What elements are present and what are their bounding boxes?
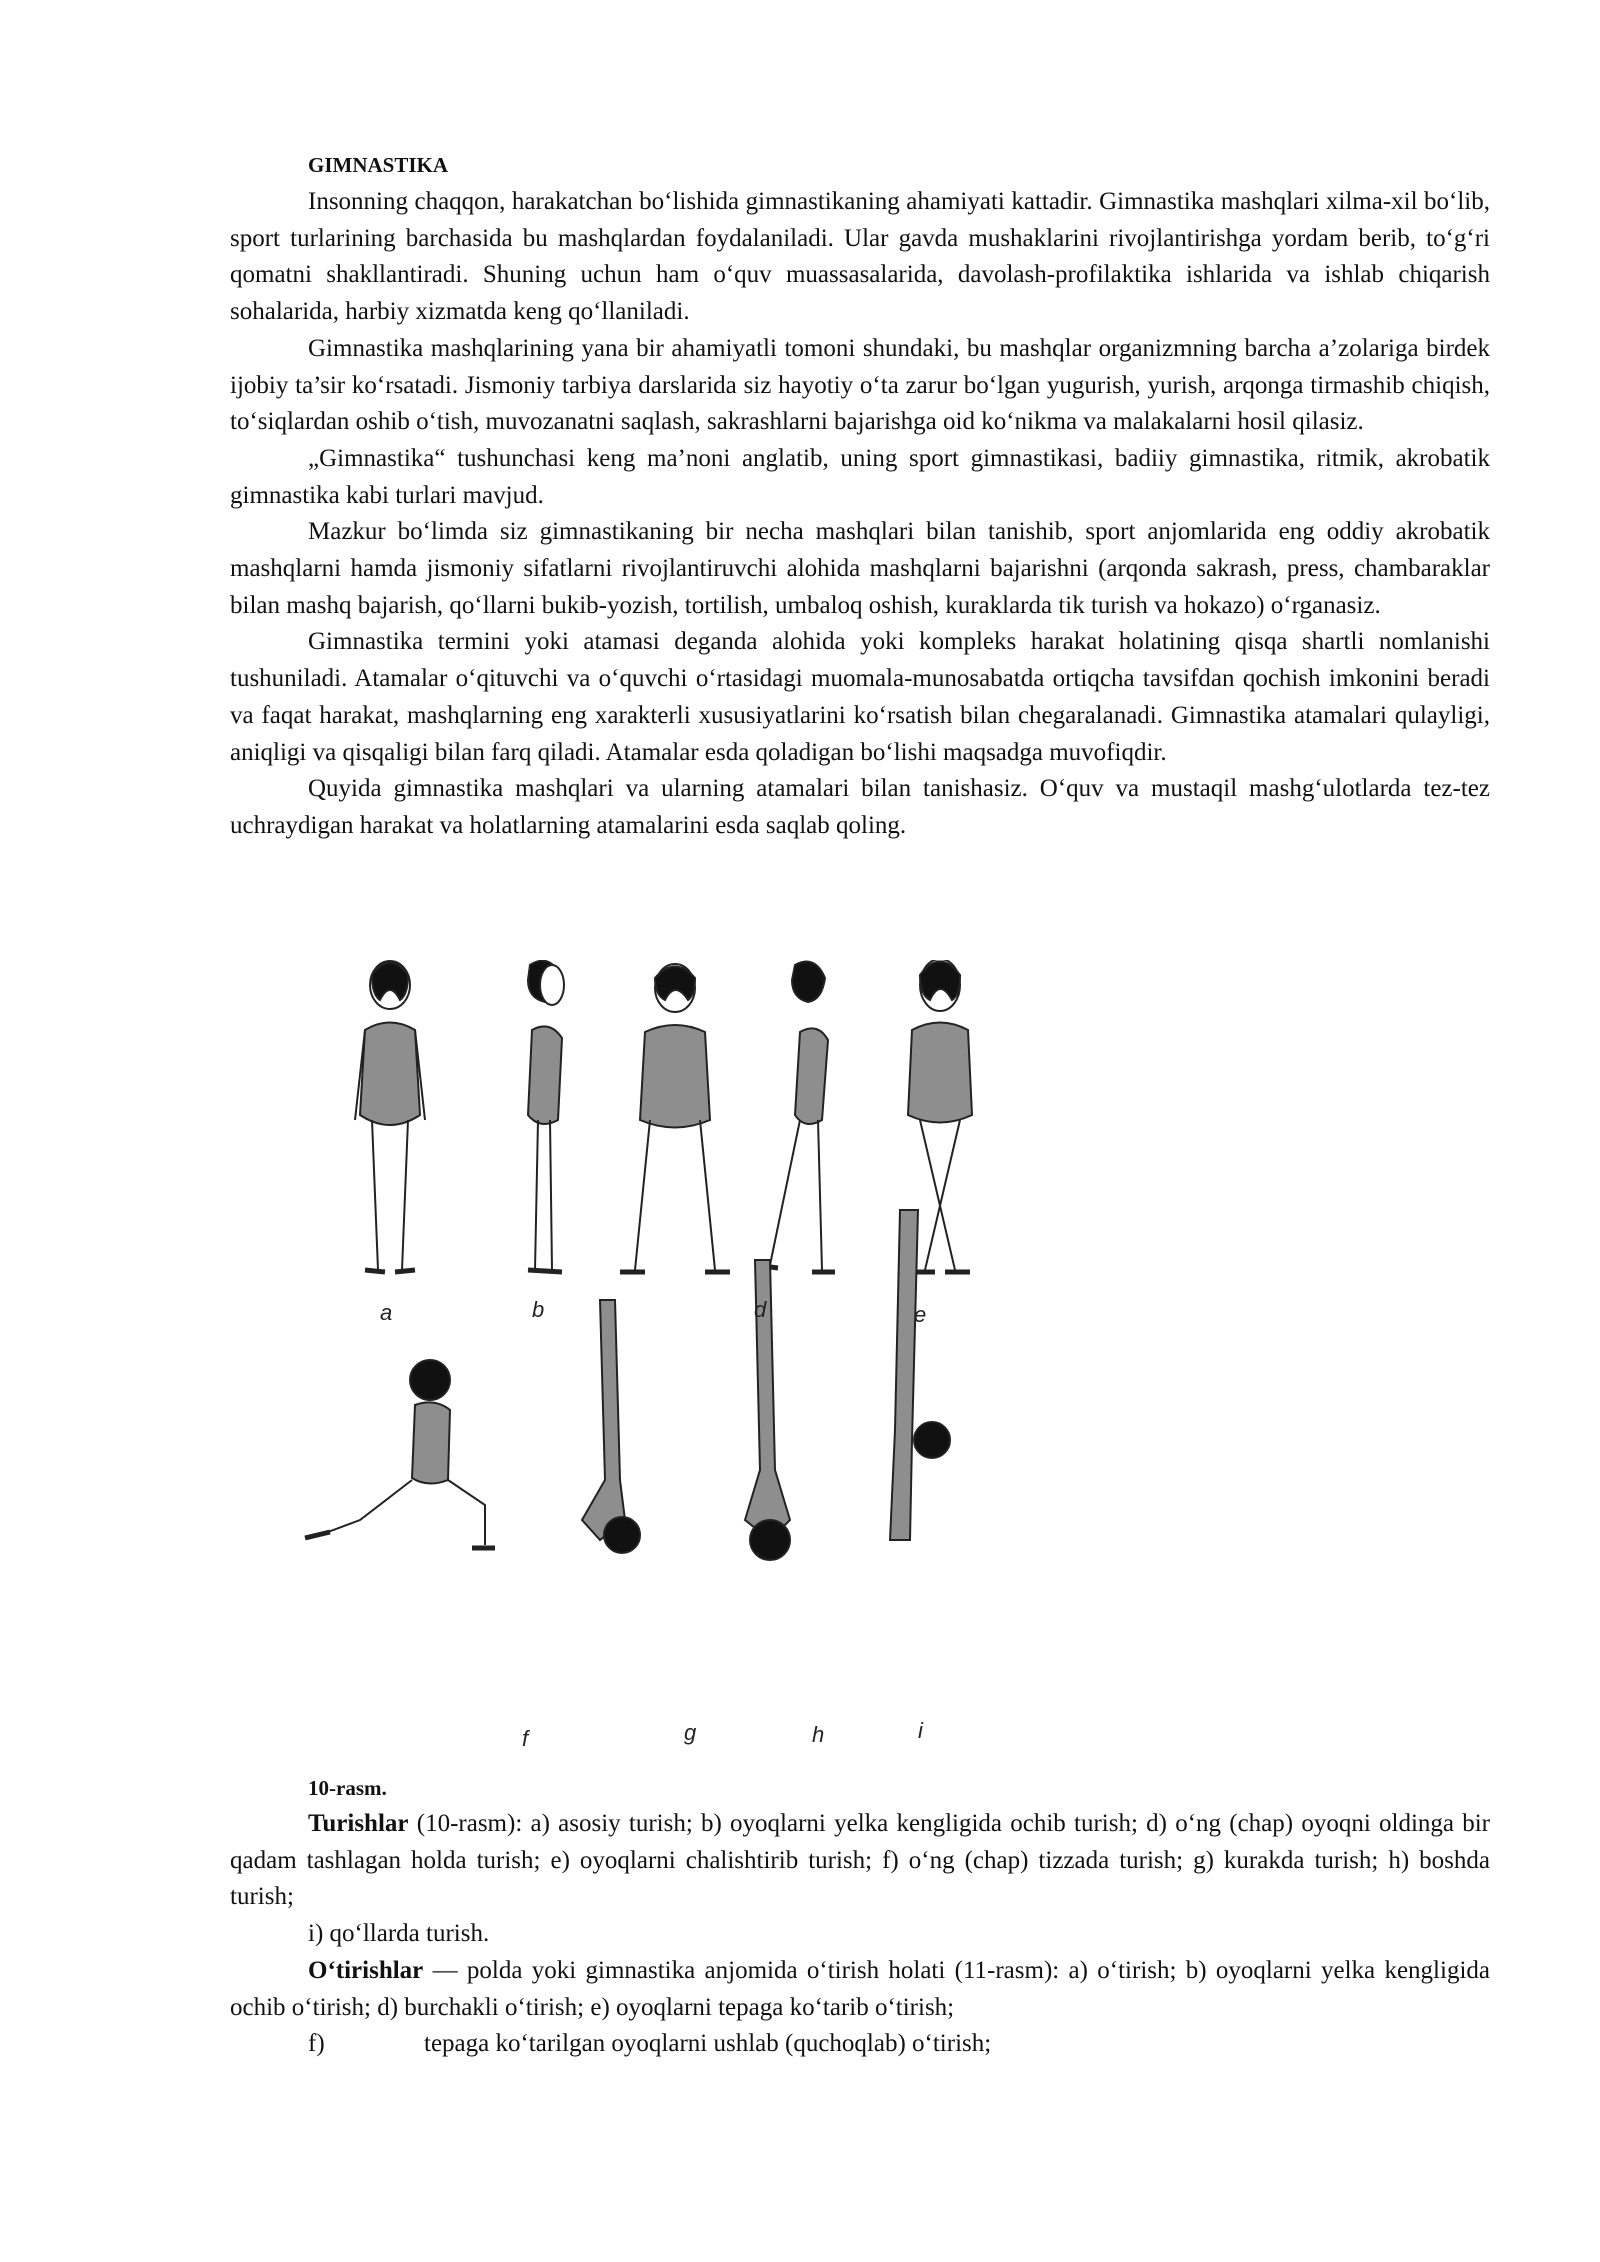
paragraph: Mazkur bo‘limda siz gimnastikaning bir necha mashqlari bilan tanishib, sport anjomlarida eng oddiy akrobatik mashqlarni hamda jismoniy sifatlarni rivojlantiruvchi alohida mashqlarni bajarishni (arqonda sakrash, press, chambaraklar bilan mashq bajarish, qo‘llarni bukib-yozish, tortilish, umbaloq oshish, kuraklarda tik turish va hokazo) o‘rganasiz. [230,518,1490,619]
figure-illustration [300,960,1060,1760]
figure-a [355,961,425,1272]
item-f-letter: f) [308,2030,325,2058]
paragraph: Gimnastika termini yoki atamasi deganda alohida yoki kompleks harakat holatining qisqa shartli nomlanishi tushuniladi. Atamalar o‘qituvchi va o‘quvchi o‘rtasidagi muomala-munosabatda ortiqcha tavsifdan qochish imkonini beradi va faqat harakat, mashqlarning eng xarakterli xususiyatlarini ko‘rsatish bilan chegaralanadi. Gimnastika atamalari qulayligi, aniqligi va qisqaligi bilan farq qiladi. Atamalar esda qoladigan bo‘lishi maqsadga muvofiqdir. [230,628,1490,766]
turishlar-paragraph [230,1806,1490,1916]
figure-b [528,961,564,1272]
paragraph: Quyida gimnastika mashqlari va ularning atamalari bilan tanishasiz. O‘quv va mustaqil mashg‘ulotlarda tez-tez uchraydigan harakat va holatlarning atamalarini esda saqlab qoling. [230,775,1490,839]
turishlar-text: (10-rasm): a) asosiy turish; b) oyoqlarni yelka kengligida ochib turish; d) o‘ng (chap) oyoqni oldinga bir qadam tashlagan holda turish; e) oyoqlarni chalishtirib turish; f) o‘ng (chap) tizzada turish; g) kurakda turish; h) boshda turish; [230,1810,1490,1911]
label-h: h [812,1722,825,1747]
figure-g [582,1300,640,1553]
label-a: a [380,1300,393,1325]
definitions [230,1806,1490,2063]
figure-i [890,1210,950,1540]
label-e: e [914,1302,927,1327]
paragraph: „Gimnastika“ tushunchasi keng ma’noni anglatib, uning sport gimnastikasi, badiiy gimnastika, ritmik, akrobatik gimnastika kabi turlari mavjud. [230,444,1490,509]
page-heading: GIMNASTIKA [308,153,449,177]
figure-d [620,964,730,1272]
figure-f [305,1360,495,1548]
turishlar-item-i: i) qo‘llarda turish. [308,1920,490,1948]
label-g: g [684,1720,697,1745]
item-f-text: tepaga ko‘tarilgan oyoqlarni ushlab (quchoqlab) o‘tirish; [424,2030,992,2058]
otirishlar-text: — polda yoki gimnastika anjomida o‘tirish holati (11-rasm): a) o‘tirish; b) oyoqlarni yelka kengligida ochib o‘tirish; d) burchakli o‘tirish; e) oyoqlarni tepaga ko‘tarib o‘tirish; [230,1956,1490,2021]
otirishlar-term: O‘tirishlar [308,1956,424,1984]
figure-h [745,1260,790,1560]
label-b: b [532,1297,545,1322]
figure-caption: 10-rasm. [308,1776,387,1800]
label-d: d [754,1297,767,1322]
turishlar-term: Turishlar [308,1810,409,1837]
label-f: f [522,1726,529,1751]
paragraph: Gimnastika mashqlarining yana bir ahamiyatli tomoni shundaki, bu mashqlar organizmning barcha a’zolariga birdek ijobiy ta’sir ko‘rsatadi. Jismoniy tarbiya darslarida siz hayotiy o‘ta zarur bo‘lgan yugurish, yurish, arqonga tirmashib chiqish, to‘siqlardan oshib o‘tish, muvozanatni saqlash, sakrashlarni bajarishga oid ko‘nikma va malakalarni hosil qilasiz. [230,334,1490,436]
label-i: i [918,1718,923,1743]
gymnastics-figure [300,960,1060,1760]
otirishlar-paragraph [230,1953,1490,2026]
figure-e-step [755,962,835,1272]
otirishlar-item-f [230,2026,1490,2063]
paragraph: Insonning chaqqon, harakatchan bo‘lishida gimnastikaning ahamiyati kattadir. Gimnastika mashqlari xilma-xil bo‘lib, sport turlarining barchasida bu mashqlardan foydalaniladi. Ular gavda mushaklarini rivojlantirishga yordam berib, to‘g‘ri qomatni shakllantiradi. Shuning uchun ham o‘quv muassasalarida, davolash-profilaktika ishlarida va ishlab chiqarish sohalarida, harbiy xizmatda keng qo‘llaniladi. [230,188,1490,326]
text-body [230,150,1490,845]
